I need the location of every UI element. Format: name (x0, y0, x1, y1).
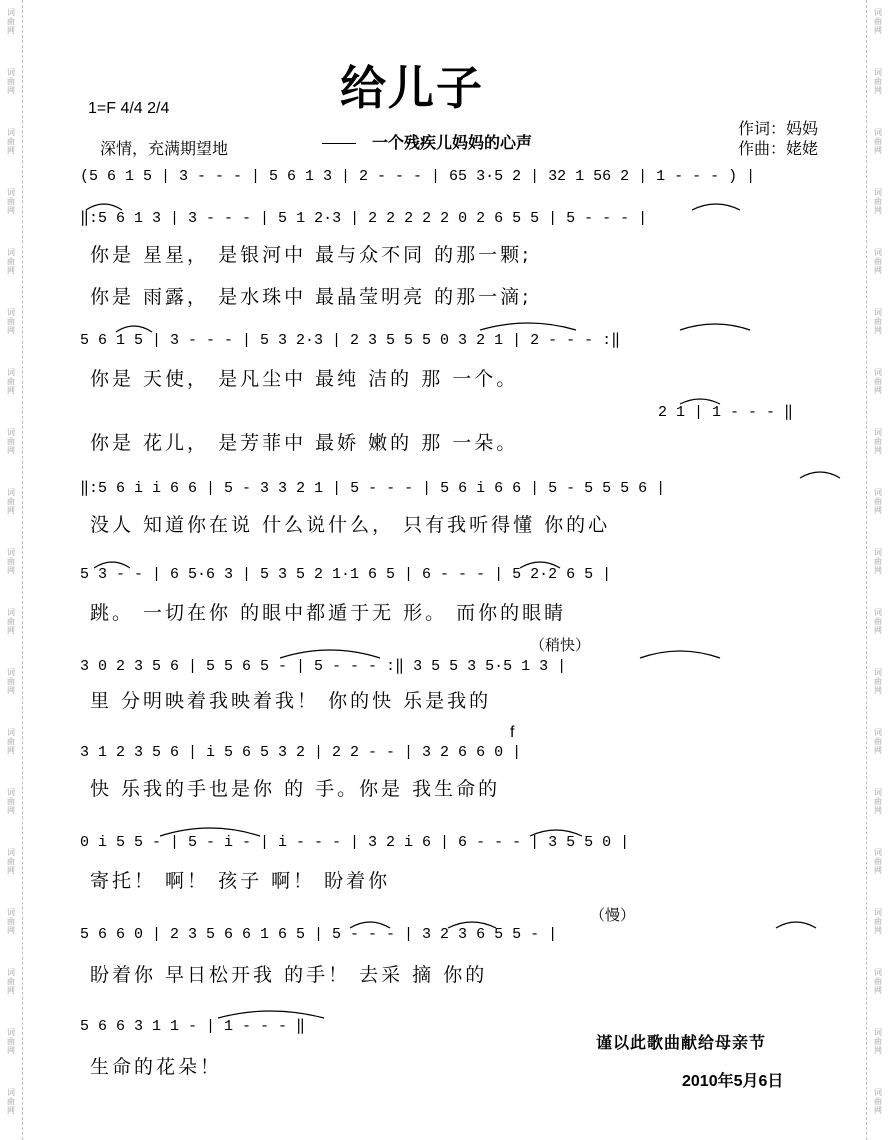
notation-line-chorus-6: 5 6 6 0 | 2 3 5 6 6 1 6 5 | 5 - - - | 3 2 3 6 5 5 - | (80, 926, 558, 943)
subtitle-text: 一个残疾儿妈妈的心声 (372, 133, 533, 152)
watermark-text: 词 曲 网 (7, 68, 15, 95)
watermark-text: 词 曲 网 (874, 548, 882, 575)
slur-mark (680, 324, 750, 330)
lyric-line-chorus-3: 里 分明映着我映着我！ 你的快 乐是我的 (90, 690, 492, 712)
watermark-text: 词 曲 网 (874, 368, 882, 395)
slur-mark (776, 922, 816, 928)
watermark-text: 词 曲 网 (7, 728, 15, 755)
expression-marking: 深情，充满期望地 (100, 139, 229, 158)
watermark-text: 词 曲 网 (7, 8, 15, 35)
watermark-text: 词 曲 网 (7, 668, 15, 695)
watermark-text: 词 曲 网 (7, 1088, 15, 1115)
watermark-text: 词 曲 网 (7, 128, 15, 155)
lyric-line-chorus-2: 跳。 一切在你 的眼中都遁于无 形。 而你的眼睛 (90, 602, 567, 624)
watermark-text: 词 曲 网 (874, 248, 882, 275)
tempo-mark-slower: （慢） (590, 906, 636, 924)
slur-mark (640, 651, 720, 658)
watermark-text: 词 曲 网 (874, 1088, 882, 1115)
notation-line-chorus-2: 5 3 - - | 6 5·6 3 | 5 3 5 2 1·1 6 5 | 6 - - - | 5 2·2 6 5 | (80, 566, 612, 583)
watermark-text: 词 曲 网 (874, 968, 882, 995)
watermark-text: 词 曲 网 (7, 488, 15, 515)
lyric-line-verse-2b: 你是 花儿， 是芳菲中 最娇 嫩的 那 一朵。 (90, 432, 519, 454)
slur-mark (800, 472, 840, 478)
lyric-line-verse-1a: 你是 星星， 是银河中 最与众不同 的那一颗; (90, 244, 532, 266)
watermark-text: 词 曲 网 (7, 308, 15, 335)
lyric-line-chorus-5: 寄托！ 啊！ 孩子 啊！ 盼着你 (90, 870, 391, 892)
watermark-text: 词 曲 网 (7, 608, 15, 635)
notation-line-chorus-1: ‖:5 6 i i 6 6 | 5 - 3 3 2 1 | 5 - - - | 5 6 i 6 6 | 5 - 5 5 5 6 | (80, 480, 666, 497)
right-margin-strip (866, 0, 889, 1140)
watermark-text: 词 曲 网 (874, 308, 882, 335)
slur-mark (692, 204, 740, 210)
left-margin-strip (0, 0, 23, 1140)
watermark-text: 词 曲 网 (7, 848, 15, 875)
notation-line-chorus-5: 0 i 5 5 - | 5 - i - | i - - - | 3 2 i 6 | 6 - - - | 3 5 5 0 | (80, 834, 630, 851)
watermark-text: 词 曲 网 (874, 728, 882, 755)
watermark-text: 词 曲 网 (7, 428, 15, 455)
composition-date: 2010年5月6日 (682, 1073, 784, 1090)
notation-line-ending: 2 1 | 1 - - - ‖ (658, 404, 794, 421)
dedication-note: 谨以此歌曲献给母亲节 (596, 1033, 767, 1052)
watermark-text: 词 曲 网 (874, 428, 882, 455)
notation-line-verse-1: ‖:5 6 1 3 | 3 - - - | 5 1 2·3 | 2 2 2 2 2 0 2 6 5 5 | 5 - - - | (80, 210, 648, 227)
lyric-line-verse-2a: 你是 天使， 是凡尘中 最纯 洁的 那 一个。 (90, 368, 519, 390)
song-title: 给儿子 (340, 61, 484, 115)
watermark-text: 词 曲 网 (874, 908, 882, 935)
notation-line-final: 5 6 6 3 1 1 - | 1 - - - ‖ (80, 1018, 306, 1035)
notation-line-intro: (5 6 1 5 | 3 - - - | 5 6 1 3 | 2 - - - | 65 3·5 2 | 32 1 56 2 | 1 - - - ) | (80, 168, 756, 185)
composer-credit: 作曲：姥姥 (738, 139, 819, 158)
watermark-text: 词 曲 网 (874, 188, 882, 215)
subtitle (322, 130, 532, 153)
lyric-line-verse-1b: 你是 雨露， 是水珠中 最晶莹明亮 的那一滴; (90, 286, 532, 308)
watermark-text: 词 曲 网 (874, 128, 882, 155)
watermark-text: 词 曲 网 (874, 1028, 882, 1055)
dynamic-mark-forte: f (510, 724, 515, 741)
watermark-text: 词 曲 网 (7, 368, 15, 395)
watermark-text: 词 曲 网 (7, 548, 15, 575)
watermark-text: 词 曲 网 (874, 848, 882, 875)
watermark-text: 词 曲 网 (7, 908, 15, 935)
lyric-line-chorus-1: 没人 知道你在说 什么说什么， 只有我听得懂 你的心 (90, 514, 611, 536)
notation-line-verse-2: 5 6 1 5 | 3 - - - | 5 3 2·3 | 2 3 5 5 5 0 3 2 1 | 2 - - - :‖ (80, 332, 621, 349)
watermark-text: 词 曲 网 (874, 668, 882, 695)
watermark-text: 词 曲 网 (7, 788, 15, 815)
key-signature: 1=F 4/4 2/4 (88, 100, 170, 117)
lyric-line-chorus-6: 盼着你 早日松开我 的手！ 去采 摘 你的 (90, 964, 488, 986)
watermark-text: 词 曲 网 (874, 608, 882, 635)
watermark-text: 词 曲 网 (874, 788, 882, 815)
notation-line-chorus-4: 3 1 2 3 5 6 | i 5 6 5 3 2 | 2 2 - - | 3 2 6 6 0 | (80, 744, 522, 761)
slur-mark (480, 323, 576, 330)
watermark-text: 词 曲 网 (874, 488, 882, 515)
watermark-text: 词 曲 网 (7, 248, 15, 275)
watermark-text: 词 曲 网 (874, 68, 882, 95)
lyric-line-chorus-4: 快 乐我的手也是你 的 手。你是 我生命的 (90, 778, 501, 800)
watermark-text: 词 曲 网 (7, 1028, 15, 1055)
tempo-mark-faster: （稍快） (530, 636, 591, 654)
subtitle-dash (322, 143, 356, 144)
notation-line-chorus-3: 3 0 2 3 5 6 | 5 5 6 5 - | 5 - - - :‖ 3 5 5 3 5·5 1 3 | (80, 658, 567, 675)
watermark-text: 词 曲 网 (874, 8, 882, 35)
lyric-line-final: 生命的花朵！ (90, 1056, 223, 1078)
watermark-text: 词 曲 网 (7, 188, 15, 215)
lyricist-credit: 作词：妈妈 (738, 119, 819, 138)
watermark-text: 词 曲 网 (7, 968, 15, 995)
